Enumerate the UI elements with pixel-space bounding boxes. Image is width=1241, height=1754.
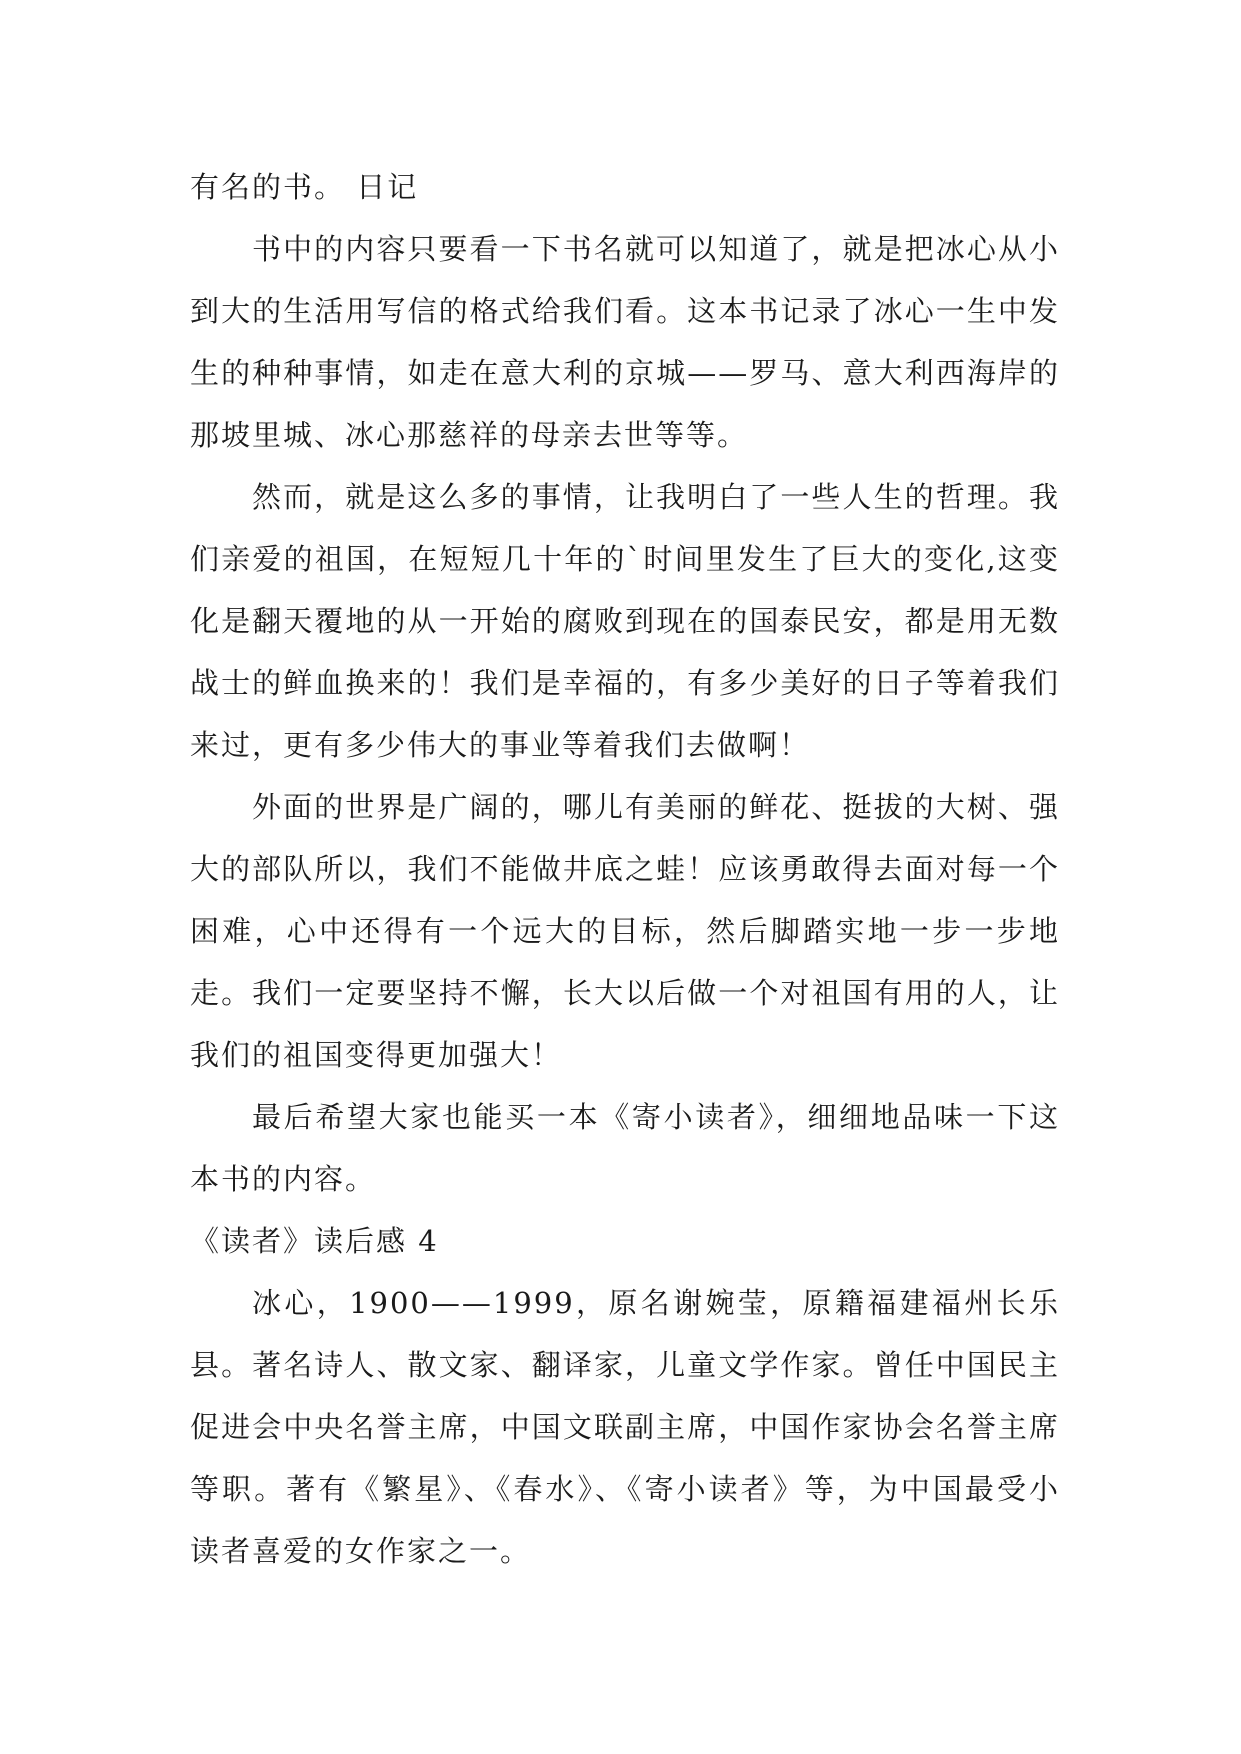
- paragraph: 书中的内容只要看一下书名就可以知道了，就是把冰心从小到大的生活用写信的格式给我们看。这本书记录了冰心一生中发生的种种事情，如走在意大利的京城——罗马、意大利西海岸的那坡里城、冰心那慈祥的母亲去世等等。: [190, 232, 1060, 452]
- paragraph: 然而，就是这么多的事情，让我明白了一些人生的哲理。我们亲爱的祖国，在短短几十年的`时间里发生了巨大的变化,这变化是翻天覆地的从一开始的腐败到现在的国泰民安，都是用无数战士的鲜血换来的！我们是幸福的，有多少美好的日子等着我们来过，更有多少伟大的事业等着我们去做啊！: [190, 480, 1060, 762]
- paragraph-heading-line: 有名的书。 日记: [190, 170, 419, 204]
- paragraph: 冰心，1900——1999，原名谢婉莹，原籍福建福州长乐县。著名诗人、散文家、翻译家，儿童文学作家。曾任中国民主促进会中央名誉主席，中国文联副主席，中国作家协会名誉主席等职。著有《繁星》、《春水》、《寄小读者》等，为中国最受小读者喜爱的女作家之一。: [190, 1286, 1060, 1568]
- document-body: [190, 156, 1060, 1582]
- paragraph: 最后希望大家也能买一本《寄小读者》，细细地品味一下这本书的内容。: [190, 1100, 1060, 1196]
- paragraph: 外面的世界是广阔的，哪儿有美丽的鲜花、挺拔的大树、强大的部队所以，我们不能做井底之蛙！应该勇敢得去面对每一个困难，心中还得有一个远大的目标，然后脚踏实地一步一步地走。我们一定要坚持不懈，长大以后做一个对祖国有用的人，让我们的祖国变得更加强大！: [190, 790, 1060, 1072]
- section-title: 《读者》读后感 4: [190, 1224, 439, 1258]
